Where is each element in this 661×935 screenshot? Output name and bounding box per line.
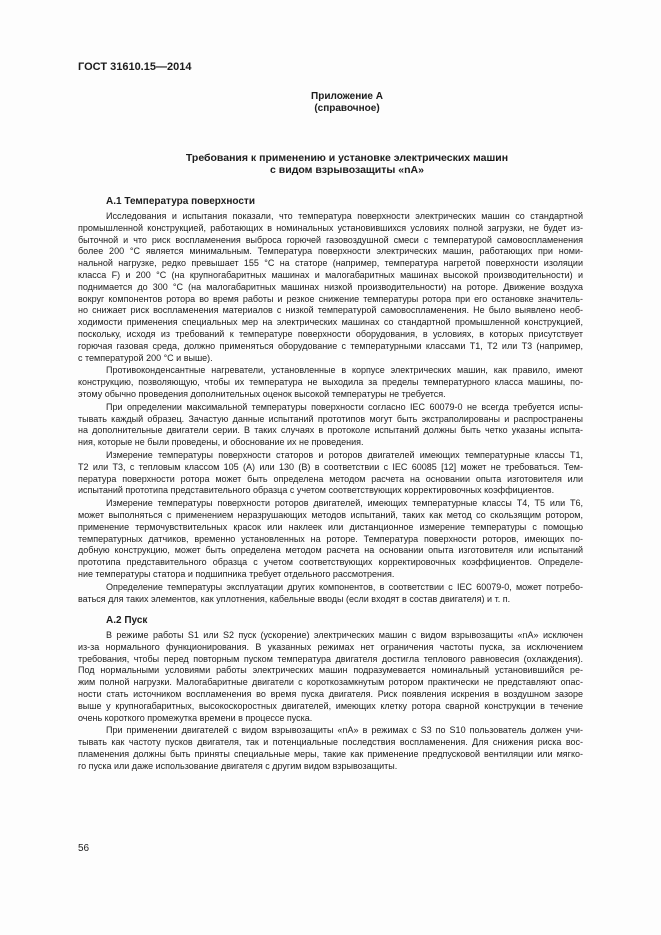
text-line: Измерение температуры поверхности статоров и роторов двигателей имеющих температурные классы Т1, <box>106 449 583 460</box>
text-line: из-за нормального функционирования. В указанных режимах нет ограничения частоты пуска, за исключением <box>78 641 583 652</box>
page-number: 56 <box>78 843 90 854</box>
document-number: ГОСТ 31610.15—2014 <box>78 61 192 73</box>
annex-title-line-1: Требования к применению и установке электрических машин <box>185 152 509 164</box>
text-line: ваться для таких элементов, как уплотнения, кабельные вводы (если входят в состав двигателя) и т. п. <box>78 593 511 604</box>
text-line: ходимости применения специальных мер на электрических машинах со стандартной промышленной конструкцией, <box>78 317 583 328</box>
paragraph <box>78 365 583 400</box>
text-line: вокруг компонентов ротора во время работы и резкое снижение температуры ротора при его остановке значитель- <box>78 293 583 304</box>
text-line: тывать как частоту пусков двигателя, так и потенциальные последствия воспламенения. Для снижения риска вос- <box>78 737 583 748</box>
text-line: температурных датчиков, временно установленных на роторе. Температура поверхности роторов, имеющих по- <box>78 533 583 544</box>
text-line: При определении максимальной температуры поверхности согласно IEC 60079-0 не всегда требуется испы- <box>106 401 583 412</box>
text-line: жим полной нагрузки. Малогабаритные двигатели с короткозамкнутым ротором практически не представляют опас- <box>78 677 583 688</box>
paragraph <box>78 402 583 449</box>
text-line: пламенения должны быть приняты специальные меры, такие как применение предпусковой вентиляции или мягко- <box>78 748 583 759</box>
text-line: класса F) и 200 °С (на крупногабаритных машинах и малогабаритных машинах высокой производительности) и <box>78 269 583 280</box>
text-line: го пуска или даже использование двигателя с другим видом взрывозащиты. <box>78 760 398 771</box>
text-line: ние температуры статора и подшипника требует отдельного рассмотрения. <box>78 568 395 579</box>
paragraph <box>78 725 583 772</box>
text-line: Измерение температуры поверхности роторов двигателей, имеющих температурные классы Т4, Т5 или Т6, <box>106 498 583 509</box>
text-line: требования, чтобы перед повторным пуском температура двигателя достигла теплового равновесия (охлаждения). <box>78 653 583 664</box>
text-line: тывать каждый образец. Зачастую данные испытаний прототипов могут быть экстраполированы и распространены <box>78 413 583 424</box>
paragraph <box>78 450 583 497</box>
text-line: очень короткого промежутка времени в процессе пуска. <box>78 712 313 723</box>
text-line: В режиме работы S1 или S2 пуск (ускорение) электрических машин с видом взрывозащиты «nA» исключен <box>106 630 583 640</box>
text-line: Под нормальными условиями работы электрических машин подразумевается номинальный установившийся ре- <box>78 665 583 676</box>
text-line: пература поверхности ротора может быть определена методом расчета на основании опыта изготовителя или <box>78 473 583 484</box>
section-body-a1 <box>78 211 583 605</box>
annex-status: (справочное) <box>314 103 380 114</box>
text-line: ности стать источником воспламенения во время пуска двигателя. Риск появления искрения в воздушном зазоре <box>78 688 583 699</box>
text-line: прототипа представительного образца с учетом соответствующих корректировочных коэффициентов. Определе- <box>78 557 583 568</box>
text-line: быточной и что риск воспламенения выброса горючей газовоздушной смеси с температурой самовоспламенения <box>78 234 583 245</box>
section-body-a2 <box>78 630 583 773</box>
text-line: на дополнительные двигатели серии. В таких случаях в протоколе испытаний должны быть четко указаны испыта- <box>78 425 583 436</box>
paragraph <box>78 630 583 724</box>
text-line: может выполняться с применением неразрушающих методов испытаний, таких как метод со скользящим ротором, <box>78 509 583 520</box>
paragraph <box>78 211 583 364</box>
text-line: испытаний прототипа представительного образца с учетом соответствующих корректировочных коэффициентов. <box>78 485 555 496</box>
text-line: конструкцию, позволяющую, чтобы их температура не выходила за пределы температурного класса машины, по- <box>78 377 583 388</box>
text-line: более 200 °С является минимальным. Температура поверхности электрических машин, работающих при номи- <box>78 246 583 257</box>
text-line: нальной нагрузке, редко превышает 155 °С на статоре (например, температура нагретой поверхности изоляции <box>78 258 583 269</box>
text-line: горючая газовая среда, должно применяться оборудование с температурными классами Т1, Т2 или Т3 (например, <box>78 340 583 351</box>
text-line: добную конструкцию, может быть определена методом расчета на основании опыта изготовителя или испытаний <box>78 545 583 556</box>
text-line: Противоконденсантные нагреватели, установленные в корпусе электрических машин, как правило, имеют <box>106 365 583 376</box>
text-line: При применении двигателей с видом взрывозащиты «nA» в режимах с S3 по S10 пользователь должен учи- <box>106 725 583 736</box>
text-line: применение термочувствительных красок или наклеек или дистанционное измерение температуры с помощью <box>78 521 583 532</box>
text-line: промышленной конструкцией, работающих в номинальных установившихся условиях полной загрузки, не будет из- <box>78 222 583 233</box>
text-line: выше у крупногабаритных, высокоскоростных двигателей, имеющих клетку ротора сварной конструкции в течение <box>78 700 583 711</box>
text-line: этому обычно проведения дополнительных оценок высокой температуры не требуется. <box>78 388 446 399</box>
text-line: ния, которые не были проведены, и обоснование их не проведения. <box>78 437 364 448</box>
paragraph <box>78 582 583 606</box>
text-line: поскольку, исходя из требований к температуре поверхности оборудования, в условиях, в которых присутствует <box>78 328 583 339</box>
text-line: Т2 или Т3, с тепловым классом 105 (А) или 130 (В) в соответствии с IEC 60085 [12] может не требоваться. Тем- <box>78 461 583 472</box>
text-line: поднимается до 300 °С (на малогабаритных машинах низкой производительности) на роторе. Движение воздуха <box>78 281 583 292</box>
paragraph <box>78 498 583 581</box>
text-line: но снижает риск воспламенения материалов с низкой температурой самовоспламенения. Не было выявлено необ- <box>78 305 583 316</box>
text-line: Определение температуры эксплуатации других компонентов, в соответствии с IEC 60079-0, может потребо- <box>106 581 583 592</box>
text-line: Исследования и испытания показали, что температура поверхности электрических машин со стандартной <box>106 211 583 221</box>
section-heading-a1: А.1 Температура поверхности <box>106 196 255 207</box>
section-heading-a2: А.2 Пуск <box>106 615 148 626</box>
text-line: с температурой 200 °С и выше). <box>78 352 213 363</box>
annex-title-line-2: с видом взрывозащиты «nA» <box>270 164 424 176</box>
annex-label: Приложение А <box>311 91 383 102</box>
